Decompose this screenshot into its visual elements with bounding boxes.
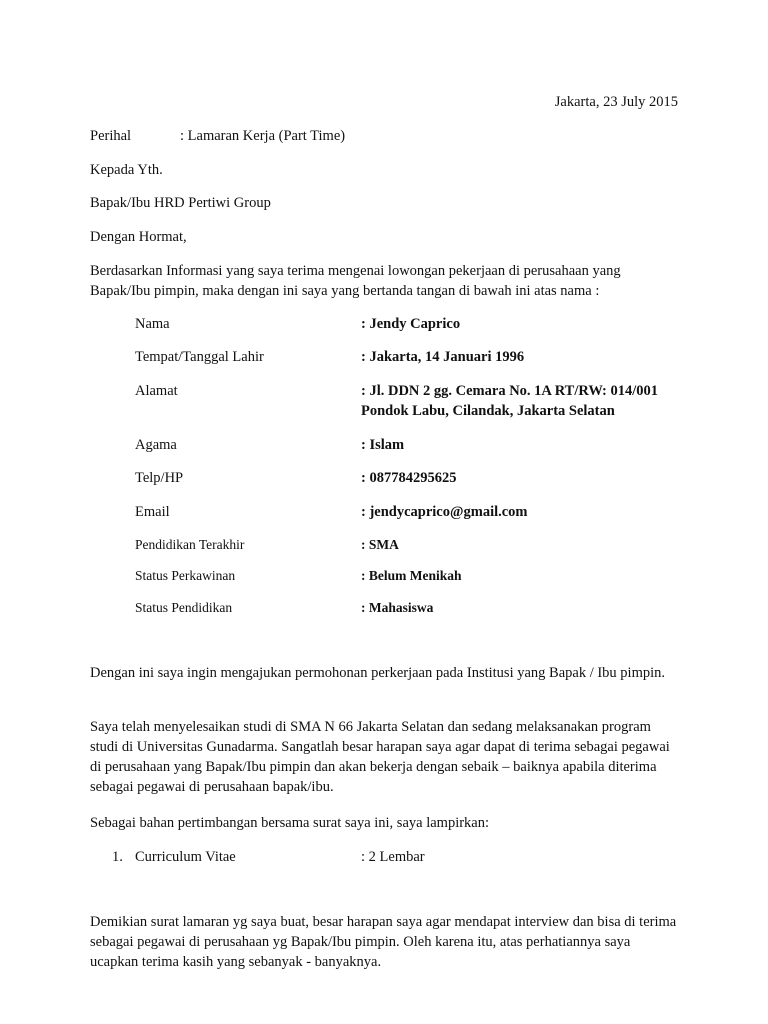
field-value-telp: : 087784295625 <box>361 470 457 486</box>
recipient-line: Bapak/Ibu HRD Pertiwi Group <box>90 195 271 211</box>
request-paragraph: Dengan ini saya ingin mengajukan permohonan perkerjaan pada Institusi yang Bapak / Ibu pimpin. <box>90 665 666 681</box>
intro-paragraph: Berdasarkan Informasi yang saya terima mengenai lowongan pekerjaan di perusahaan yang Bapak/Ibu pimpin, maka dengan ini saya yang bertanda tangan di bawah ini atas nama : <box>90 263 621 299</box>
kepada-line: Kepada Yth. <box>90 162 163 178</box>
field-value-pendidikan: : SMA <box>361 537 399 552</box>
field-value-ttl: : Jakarta, 14 Januari 1996 <box>361 349 525 365</box>
field-label-ttl: Tempat/Tanggal Lahir <box>135 349 264 365</box>
field-label-status-pendidikan: Status Pendidikan <box>135 600 233 615</box>
field-value-status-pendidikan: : Mahasiswa <box>361 600 434 615</box>
perihal-label: Perihal <box>90 128 132 144</box>
attachment-label: Curriculum Vitae <box>135 849 236 865</box>
field-label-email: Email <box>135 504 170 520</box>
perihal-value: : Lamaran Kerja (Part Time) <box>180 128 346 144</box>
study-paragraph: Saya telah menyelesaikan studi di SMA N 66 Jakarta Selatan dan sedang melaksanakan program studi di Universitas Gunadarma. Sangatlah besar harapan saya agar dapat di terima sebagai pegawai di perusahaan yang Bapak/Ibu pimpin dan akan bekerja dengan sebaik – baiknya apabila diterima sebagai pegawai di perusahaan bapak/ibu. <box>90 719 670 795</box>
greeting-line: Dengan Hormat, <box>90 229 187 245</box>
attachment-value: : 2 Lembar <box>361 849 425 865</box>
field-label-agama: Agama <box>135 437 177 453</box>
field-label-telp: Telp/HP <box>135 470 184 486</box>
field-value-agama: : Islam <box>361 437 405 453</box>
field-label-nama: Nama <box>135 316 170 332</box>
field-label-pendidikan: Pendidikan Terakhir <box>135 537 245 552</box>
attachment-intro: Sebagai bahan pertimbangan bersama surat saya ini, saya lampirkan: <box>90 815 490 831</box>
field-value-alamat: : Jl. DDN 2 gg. Cemara No. 1A RT/RW: 014/001 Pondok Labu, Cilandak, Jakarta Selatan <box>361 383 659 419</box>
closing-paragraph: Demikian surat lamaran yg saya buat, besar harapan saya agar mendapat interview dan bisa di terima sebagai pegawai di perusahaan yg Bapak/Ibu pimpin. Oleh karena itu, atas perhatiannya saya ucapkan terima kasih yang sebanyak - banyaknya. <box>90 914 677 970</box>
field-value-perkawinan: : Belum Menikah <box>361 568 462 583</box>
field-label-alamat: Alamat <box>135 383 178 399</box>
field-label-perkawinan: Status Perkawinan <box>135 568 236 583</box>
field-value-email: : jendycaprico@gmail.com <box>361 504 528 520</box>
field-value-nama: : Jendy Caprico <box>361 316 461 332</box>
letter-date: Jakarta, 23 July 2015 <box>554 94 678 110</box>
attachment-number: 1. <box>112 849 123 865</box>
